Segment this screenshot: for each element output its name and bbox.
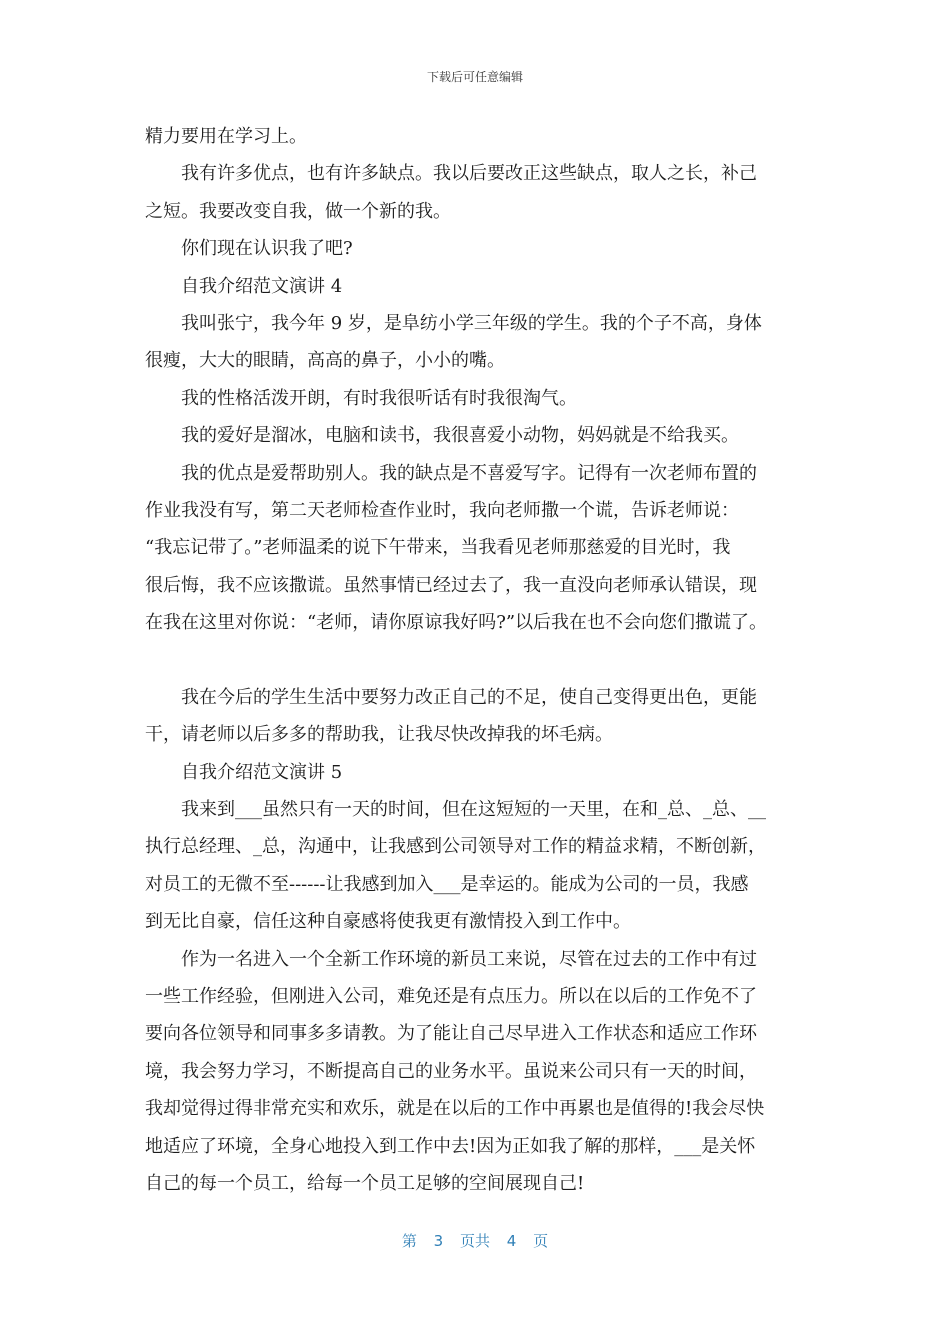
paragraph-line: 我的优点是爱帮助别人。我的缺点是不喜爱写字。记得有一次老师布置的 [181, 462, 757, 484]
paragraph-line: 对员工的无微不至------让我感到加入___是幸运的。能成为公司的一员，我感 [145, 873, 749, 895]
paragraph-line: “我忘记带了。”老师温柔的说下午带来，当我看见老师那慈爱的目光时，我 [145, 537, 731, 559]
paragraph-line: 境，我会努力学习，不断提高自己的业务水平。虽说来公司只有一天的时间， [145, 1060, 757, 1082]
paragraph-line: 我有许多优点，也有许多缺点。我以后要改正这些缺点，取人之长，补己 [181, 163, 757, 185]
section-heading: 自我介绍范文演讲 5 [181, 761, 343, 783]
paragraph-line: 执行总经理、_总，沟通中，让我感到公司领导对工作的精益求精，不断创新， [145, 836, 766, 858]
blank-line [145, 641, 825, 678]
paragraph-line: 自己的每一个员工，给每一个员工足够的空间展现自己! [145, 1172, 585, 1194]
section-heading: 自我介绍范文演讲 4 [181, 275, 343, 297]
page-header: 下载后可任意编辑 [426, 70, 523, 84]
paragraph-line: 我叫张宁，我今年 9 岁，是阜纺小学三年级的学生。我的个子不高，身体 [181, 312, 762, 334]
paragraph-line: 作为一名进入一个全新工作环境的新员工来说，尽管在过去的工作中有过 [181, 948, 757, 970]
page-footer: 第 3 页共 4 页 [401, 1232, 549, 1250]
paragraph-line: 一些工作经验，但刚进入公司，难免还是有点压力。所以在以后的工作免不了 [145, 985, 757, 1007]
paragraph-line: 我的性格活泼开朗，有时我很听话有时我很淘气。 [181, 387, 577, 409]
paragraph-line: 到无比自豪，信任这种自豪感将使我更有激情投入到工作中。 [145, 911, 631, 933]
paragraph-line: 很瘦，大大的眼睛，高高的鼻子，小小的嘴。 [145, 350, 505, 372]
paragraph-line: 我在今后的学生生活中要努力改正自己的不足，使自己变得更出色，更能 [181, 686, 757, 708]
paragraph-line: 要向各位领导和同事多多请教。为了能让自己尽早进入工作状态和适应工作环 [145, 1023, 757, 1045]
paragraph-line: 干，请老师以后多多的帮助我，让我尽快改掉我的坏毛病。 [145, 724, 613, 746]
paragraph-line: 我的爱好是溜冰，电脑和读书，我很喜爱小动物，妈妈就是不给我买。 [181, 425, 739, 447]
paragraph-line: 我却觉得过得非常充实和欢乐，就是在以后的工作中再累也是值得的!我会尽快 [145, 1098, 765, 1120]
paragraph-line: 我来到___虽然只有一天的时间，但在这短短的一天里，在和_总、_总、__ [181, 799, 766, 821]
paragraph-line: 精力要用在学习上。 [145, 126, 307, 147]
document-body [145, 118, 825, 1202]
paragraph-line: 在我在这里对你说：“老师，请你原谅我好吗?”以后我在也不会向您们撒谎了。 [145, 612, 768, 634]
paragraph-line: 之短。我要改变自我，做一个新的我。 [145, 200, 451, 222]
paragraph-line: 很后悔，我不应该撒谎。虽然事情已经过去了，我一直没向老师承认错误，现 [145, 574, 757, 596]
paragraph-line: 你们现在认识我了吧? [181, 238, 353, 260]
paragraph-line: 地适应了环境，全身心地投入到工作中去!因为正如我了解的那样，___是关怀 [145, 1135, 756, 1157]
paragraph-line: 作业我没有写，第二天老师检查作业时，我向老师撒一个谎，告诉老师说： [145, 499, 739, 521]
